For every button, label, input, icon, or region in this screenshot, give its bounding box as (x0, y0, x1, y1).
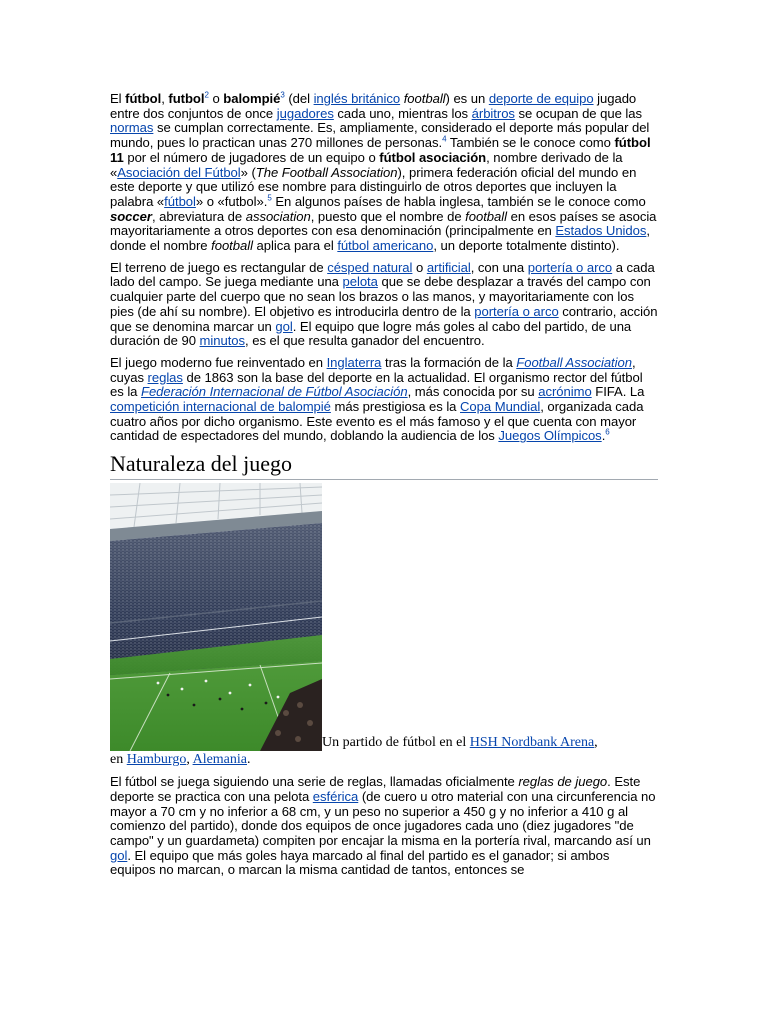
link-asociacion-del-futbol[interactable]: Asociación del Fútbol (117, 164, 241, 180)
reference-3[interactable]: 3 (280, 90, 285, 100)
link-artificial[interactable]: artificial (426, 259, 471, 275)
figure: Un partido de fútbol en el HSH Nordbank Arena, (110, 483, 658, 751)
paragraph-terreno: El terreno de juego es rectangular de césped natural o artificial, con una portería o arco a cada lado del campo. Se juega mediante una pelota que se debe desplazar a través del campo con cualquier parte del cuerpo que no sean los brazos o las manos, y mayoritariamente con los pies (de ahí su nombre). El objetivo es introducirla dentro de la portería o arco contrario, acción que se denomina marcar un gol. El equipo que logre más goles al cabo del partido, de una duración de 90 minutos, es el que resulta ganador del encuentro. (110, 259, 658, 349)
link-gol[interactable]: gol (275, 318, 293, 334)
reference-2[interactable]: 2 (204, 90, 209, 100)
paragraph-intro: El fútbol, futbol$^2$ o balompié$^3$ (del inglés británico football) es un deporte de equipo jugado entre dos conjuntos de once jugadores cada uno, mientras los árbitros se ocupan de que las normas se cumplan correctamente. Es, ampliamente, considerado el deporte más popular del mundo, pues lo practican unas 270 millones de personas.$^4$ También se le conoce como fútbol 11 por el número de jugadores de un equipo o fútbol asociación, nombre derivado de la «Asociación del Fútbol» (The Football Association), primera federación oficial del mundo en este deporte y que utilizó ese nombre para distinguirlo de otros deportes que incluyen la palabra «fútbol» o «futbol».$^5$ En algunos países de habla inglesa, también se le conoce como soccer, abreviatura de association, puesto que el nombre de football en esos países se asocia mayoritariamente a otros deportes con esa denominación (principalmente en Estados Unidos, donde el nombre football aplica para el fútbol americano, un deporte totalmente distinto). (110, 90, 657, 254)
link-juegos-olimpicos[interactable]: Juegos Olímpicos (498, 428, 602, 444)
link-hamburgo[interactable]: Hamburgo (126, 752, 187, 768)
link-ingles-britanico[interactable]: inglés británico (313, 91, 401, 106)
link-esferica[interactable]: esférica (312, 788, 359, 804)
article-body (110, 92, 658, 885)
link-normas[interactable]: normas (110, 120, 154, 136)
link-competicion-internacional[interactable]: competición internacional de balompié (110, 399, 331, 415)
link-pelota[interactable]: pelota (342, 274, 378, 290)
link-alemania[interactable]: Alemania (192, 752, 247, 768)
link-acronimo[interactable]: acrónimo (538, 384, 592, 400)
paragraph-historia: El juego moderno fue reinventado en Inglaterra tras la formación de la Football Association, cuyas reglas de 1863 son la base del deporte en la actualidad. El organismo rector del fútbol es la Federación Internacional de Fútbol Asociación, más conocida por su acrónimo FIFA. La competición internacional de balompié más prestigiosa es la Copa Mundial, organizada cada cuatro años por dicho organismo. Este evento es el más famoso y el que cuenta con mayor cantidad de espectadores del mundo, doblando la audiencia de los Juegos Olímpicos.$^6$ (110, 354, 645, 444)
reference-4[interactable]: 4 (442, 134, 447, 144)
reference-6[interactable]: 6 (605, 428, 610, 438)
link-football-association[interactable]: Football Association (516, 354, 632, 370)
link-porteria-o-arco-2[interactable]: portería o arco (474, 303, 559, 319)
paragraph-reglas: El fútbol se juega siguiendo una serie de reglas, llamadas oficialmente reglas de juego. Este deporte se practica con una pelota esférica (de cuero u otro material con una circunferencia no mayor a 70 cm y no inferior a 68 cm, y un peso no superior a 450 g y no inferior a 410 g al comienzo del partido), donde dos equipos de once jugadores cada uno (diez jugadores "de campo" y un guardameta) compiten por encajar la misma en la portería rival, marcando así un gol. El equipo que más goles haya marcado al final del partido es el ganador; si ambos equipos no marcan, o marcan la misma cantidad de tantos, entonces se (110, 774, 656, 878)
link-copa-mundial[interactable]: Copa Mundial (460, 399, 541, 415)
link-futbol-americano[interactable]: fútbol americano (337, 238, 434, 254)
link-fifa[interactable]: Federación Internacional de Fútbol Asociación (141, 384, 408, 400)
link-hsh-nordbank-arena[interactable]: HSH Nordbank Arena (469, 735, 595, 751)
link-cesped-natural[interactable]: césped natural (327, 259, 413, 275)
link-reglas[interactable]: reglas (147, 369, 183, 385)
figure-caption: en Hamburgo, Alemania. (110, 752, 251, 768)
section-heading: Naturaleza del juego (110, 451, 658, 480)
link-futbol[interactable]: fútbol (164, 193, 196, 209)
reference-5[interactable]: 5 (267, 193, 272, 203)
link-arbitros[interactable]: árbitros (471, 105, 515, 121)
link-porteria-o-arco[interactable]: portería o arco (527, 259, 613, 275)
link-minutos[interactable]: minutos (199, 333, 246, 349)
link-gol-2[interactable]: gol (110, 847, 128, 863)
stadium-photo-icon (110, 483, 322, 751)
link-estados-unidos[interactable]: Estados Unidos (555, 223, 647, 239)
link-inglaterra[interactable]: Inglaterra (326, 354, 382, 370)
link-deporte-de-equipo[interactable]: deporte de equipo (488, 91, 594, 106)
link-jugadores[interactable]: jugadores (276, 105, 334, 121)
